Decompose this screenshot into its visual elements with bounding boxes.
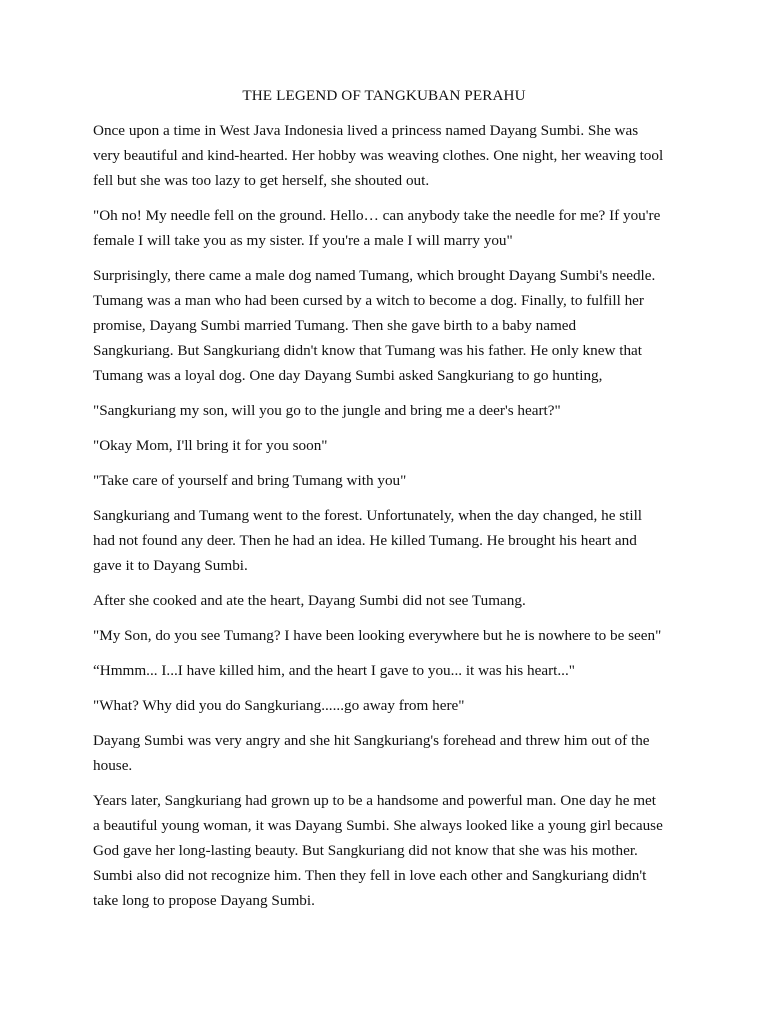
paragraph <box>93 433 693 458</box>
paragraph <box>93 503 693 578</box>
paragraph <box>93 693 693 718</box>
text-line: “Hmmm... I...I have killed him, and the heart I gave to you... it was his heart..." <box>93 662 575 679</box>
paragraph <box>93 623 693 648</box>
text-line: "Oh no! My needle fell on the ground. Hello… can anybody take the needle for me? If you're <box>93 207 661 224</box>
paragraph <box>93 468 693 493</box>
paragraph <box>93 203 693 253</box>
text-line: "Take care of yourself and bring Tumang with you" <box>93 472 407 489</box>
paragraph <box>93 118 693 193</box>
text-line: very beautiful and kind-hearted. Her hobby was weaving clothes. One night, her weaving tool <box>93 147 664 164</box>
text-line: fell but she was too lazy to get herself, she shouted out. <box>93 172 430 189</box>
text-line: "Okay Mom, I'll bring it for you soon" <box>93 437 328 454</box>
text-line: "What? Why did you do Sangkuriang......go away from here" <box>93 697 465 714</box>
paragraph <box>93 588 693 613</box>
text-line: Sangkuriang. But Sangkuriang didn't know that Tumang was his father. He only knew that <box>93 342 643 359</box>
document-body <box>93 118 693 923</box>
text-line: house. <box>93 757 133 774</box>
paragraph <box>93 788 693 913</box>
text-line: Once upon a time in West Java Indonesia lived a princess named Dayang Sumbi. She was <box>93 122 639 139</box>
text-line: Years later, Sangkuriang had grown up to be a handsome and powerful man. One day he met <box>93 792 657 809</box>
text-line: After she cooked and ate the heart, Dayang Sumbi did not see Tumang. <box>93 592 526 609</box>
text-line: "My Son, do you see Tumang? I have been looking everywhere but he is nowhere to be seen" <box>93 627 662 644</box>
text-line: Sangkuriang and Tumang went to the forest. Unfortunately, when the day changed, he still <box>93 507 643 524</box>
text-line: gave it to Dayang Sumbi. <box>93 557 248 574</box>
paragraph <box>93 263 693 388</box>
text-line: a beautiful young woman, it was Dayang Sumbi. She always looked like a young girl because <box>93 817 663 834</box>
text-line: Tumang was a man who had been cursed by a witch to become a dog. Finally, to fulfill her <box>93 292 644 309</box>
text-line: female I will take you as my sister. If you're a male I will marry you" <box>93 232 513 249</box>
text-line: Surprisingly, there came a male dog named Tumang, which brought Dayang Sumbi's needle. <box>93 267 656 284</box>
paragraph <box>93 658 693 683</box>
text-line: Sumbi also did not recognize him. Then they fell in love each other and Sangkuriang didn't <box>93 867 647 884</box>
text-line: Dayang Sumbi was very angry and she hit Sangkuriang's forehead and threw him out of the <box>93 732 650 749</box>
text-line: take long to propose Dayang Sumbi. <box>93 892 315 909</box>
text-line: had not found any deer. Then he had an idea. He killed Tumang. He brought his heart and <box>93 532 637 549</box>
paragraph <box>93 398 693 423</box>
text-line: promise, Dayang Sumbi married Tumang. Then she gave birth to a baby named <box>93 317 577 334</box>
document-title: THE LEGEND OF TANGKUBAN PERAHU <box>242 87 526 104</box>
text-line: God gave her long-lasting beauty. But Sangkuriang did not know that she was his mother. <box>93 842 638 859</box>
text-line: "Sangkuriang my son, will you go to the jungle and bring me a deer's heart?" <box>93 402 561 419</box>
text-line: Tumang was a loyal dog. One day Dayang Sumbi asked Sangkuriang to go hunting, <box>93 367 603 384</box>
paragraph <box>93 728 693 778</box>
